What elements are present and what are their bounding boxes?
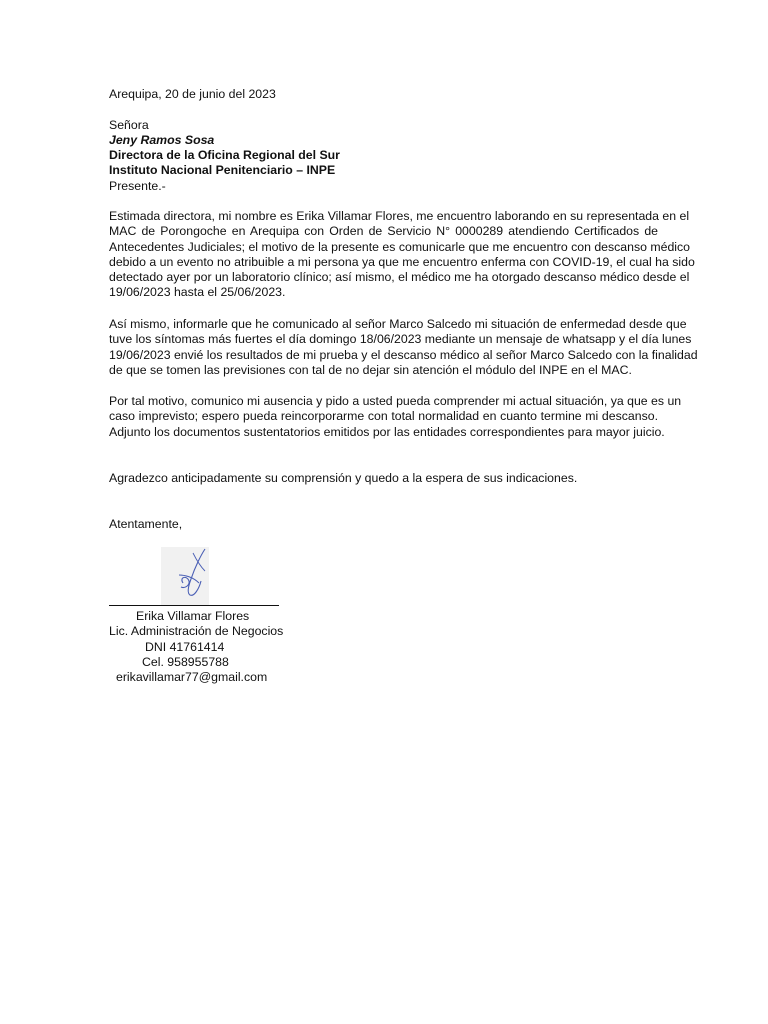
paragraph-line: Así mismo, informarle que he comunicado al señor Marco Salcedo mi situación de enfermedad desde que — [109, 317, 687, 331]
signer-name: Erika Villamar Flores — [136, 609, 250, 623]
recipient-org: Instituto Nacional Penitenciario – INPE — [109, 163, 336, 177]
handwritten-signature — [161, 545, 211, 607]
place-date: Arequipa, 20 de junio del 2023 — [109, 87, 276, 101]
paragraph-line: detectado ayer por un laboratorio clínico; así mismo, el médico me ha otorgado descanso médico desde el — [109, 270, 690, 285]
signature-line — [109, 605, 279, 606]
paragraph-intro — [109, 209, 695, 301]
paragraph-line: MAC de Porongoche en Arequipa con Orden de Servicio N° 0000289 atendiendo Certificados de — [109, 224, 658, 239]
paragraph-line: 19/06/2023 hasta el 25/06/2023. — [109, 285, 286, 300]
paragraph-line: de que se tomen las previsiones con tal de no dejar sin atención el módulo del INPE en el MAC. — [109, 362, 632, 377]
recipient-title: Directora de la Oficina Regional del Sur — [109, 148, 340, 162]
signer-phone: Cel. 958955788 — [142, 655, 229, 669]
paragraph-line: 19/06/2023 envié los resultados de mi prueba y el descanso médico al señor Marco Salcedo con la finalidad — [109, 347, 698, 362]
signer-dni: DNI 41761414 — [145, 640, 225, 654]
paragraph-line: caso imprevisto; espero pueda reincorporarme con total normalidad en cuanto termine mi descanso. — [109, 409, 658, 424]
recipient-name: Jeny Ramos Sosa — [109, 133, 215, 147]
signer-email: erikavillamar77@gmail.com — [116, 670, 268, 684]
paragraph-line: tuve los síntomas más fuertes el día domingo 18/06/2023 mediante un mensaje de whatsapp y el día lunes — [109, 332, 692, 347]
paragraph-line: Adjunto los documentos sustentatorios emitidos por las entidades correspondientes para mayor juicio. — [109, 424, 665, 439]
closing: Atentamente, — [109, 517, 183, 531]
paragraph-absence — [109, 394, 682, 440]
paragraph-line: Por tal motivo, comunico mi ausencia y pido a usted pueda comprender mi actual situación, ya que es un — [109, 394, 682, 408]
presente: Presente.- — [109, 179, 166, 193]
thanks-line: Agradezco anticipadamente su comprensión y quedo a la espera de sus indicaciones. — [109, 471, 578, 485]
salutation: Señora — [109, 118, 149, 132]
paragraph-line: Estimada directora, mi nombre es Erika Villamar Flores, me encuentro laborando en su representada en el — [109, 209, 690, 223]
paragraph-line: debido a un evento no atribuible a mi persona ya que me encuentro enferma con COVID-19, el cual ha sido — [109, 254, 695, 269]
paragraph-line: Antecedentes Judiciales; el motivo de la presente es comunicarle que me encuentro con descanso médico — [109, 239, 691, 254]
signer-degree: Lic. Administración de Negocios — [109, 624, 284, 638]
paragraph-communication — [109, 317, 698, 378]
